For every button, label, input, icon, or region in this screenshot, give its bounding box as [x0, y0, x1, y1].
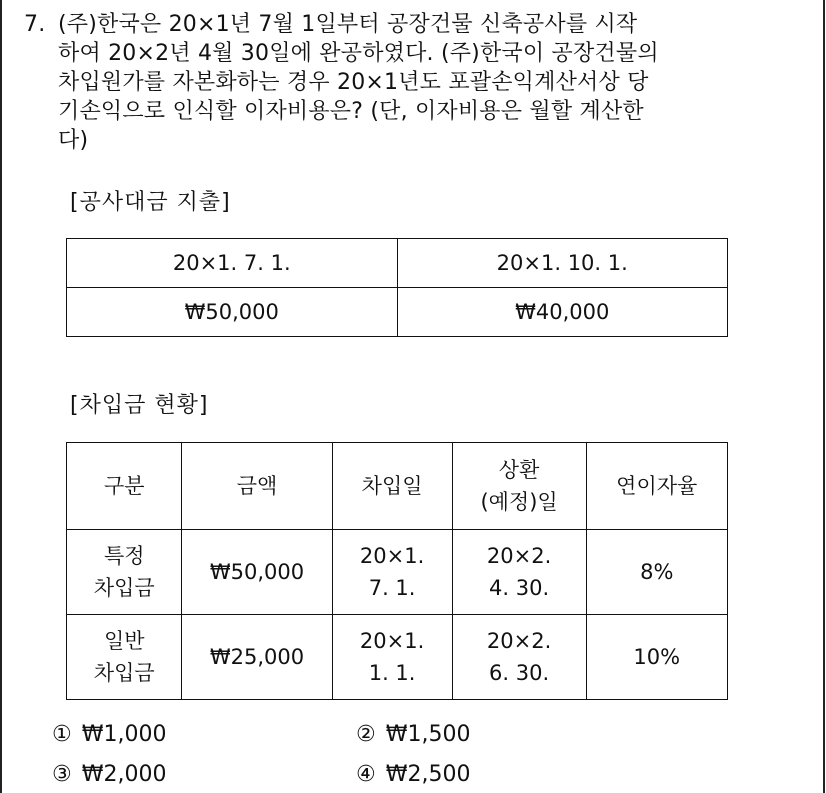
answer-choice-4[interactable]	[356, 762, 470, 787]
date-text: 20×2.	[486, 629, 552, 653]
table-header-row	[67, 443, 728, 530]
type-text: 차입금	[93, 661, 155, 685]
header-text: 연이자율	[616, 474, 698, 498]
question-text	[24, 10, 764, 155]
date-text: 4. 30.	[489, 576, 550, 600]
date-text: 20×1.	[359, 544, 425, 568]
header-cell	[332, 443, 452, 530]
borrowings-table	[66, 442, 728, 700]
table-row	[67, 239, 728, 288]
question-body	[58, 10, 764, 155]
construction-section-title: [공사대금 지출]	[70, 190, 231, 215]
choice-number: ①	[52, 722, 72, 747]
rate-cell: 8%	[586, 530, 727, 615]
borrow-date-cell	[332, 530, 452, 615]
amount-cell: ₩50,000	[182, 530, 332, 615]
right-border-line	[823, 0, 825, 793]
header-cell	[586, 443, 727, 530]
type-text: 차입금	[93, 576, 155, 600]
table-row	[67, 615, 728, 700]
expense-amount-cell: ₩50,000	[67, 288, 398, 337]
date-text: 7. 1.	[368, 576, 416, 600]
header-cell	[182, 443, 332, 530]
answer-choice-2[interactable]	[356, 722, 470, 747]
type-text: 특정	[103, 544, 145, 568]
rate-cell: 10%	[586, 615, 727, 700]
header-cell	[67, 443, 182, 530]
type-cell	[67, 530, 182, 615]
left-border-line	[0, 0, 2, 793]
table-row	[67, 288, 728, 337]
question-line: (주)한국은 20×1년 7월 1일부터 공장건물 신축공사를 시작	[58, 12, 638, 37]
table-row	[67, 530, 728, 615]
header-text: (예정)일	[480, 490, 558, 514]
header-cell	[452, 443, 586, 530]
repay-date-cell	[452, 615, 586, 700]
choice-text: ₩1,000	[81, 722, 167, 747]
question-number: 7.	[24, 12, 46, 37]
choice-number: ②	[356, 722, 376, 747]
type-cell	[67, 615, 182, 700]
choice-text: ₩2,000	[81, 762, 167, 787]
date-text: 20×2.	[486, 544, 552, 568]
question-line: 차입원가를 자본화하는 경우 20×1년도 포괄손익계산서상 당	[58, 70, 649, 95]
date-text: 1. 1.	[368, 661, 416, 685]
expense-date-cell: 20×1. 10. 1.	[397, 239, 728, 288]
question-line: 다)	[58, 128, 89, 153]
header-text: 구분	[103, 474, 145, 498]
choice-number: ④	[356, 762, 376, 787]
date-text: 6. 30.	[489, 661, 550, 685]
amount-cell: ₩25,000	[182, 615, 332, 700]
expense-date-cell: 20×1. 7. 1.	[67, 239, 398, 288]
header-text: 금액	[236, 474, 278, 498]
question-line: 하여 20×2년 4월 30일에 완공하였다. (주)한국이 공장건물의	[58, 41, 659, 66]
choice-text: ₩1,500	[385, 722, 471, 747]
header-text: 상환	[498, 458, 540, 482]
repay-date-cell	[452, 530, 586, 615]
expense-amount-cell: ₩40,000	[397, 288, 728, 337]
choice-text: ₩2,500	[385, 762, 471, 787]
borrowings-section-title: [차입금 현황]	[70, 393, 209, 418]
answer-choice-1[interactable]	[52, 722, 166, 747]
header-text: 차입일	[361, 474, 423, 498]
borrow-date-cell	[332, 615, 452, 700]
question-line: 기손익으로 인식할 이자비용은? (단, 이자비용은 월할 계산한	[58, 99, 644, 124]
date-text: 20×1.	[359, 629, 425, 653]
choice-number: ③	[52, 762, 72, 787]
type-text: 일반	[103, 629, 145, 653]
answer-choice-3[interactable]	[52, 762, 166, 787]
construction-expense-table	[66, 238, 728, 337]
